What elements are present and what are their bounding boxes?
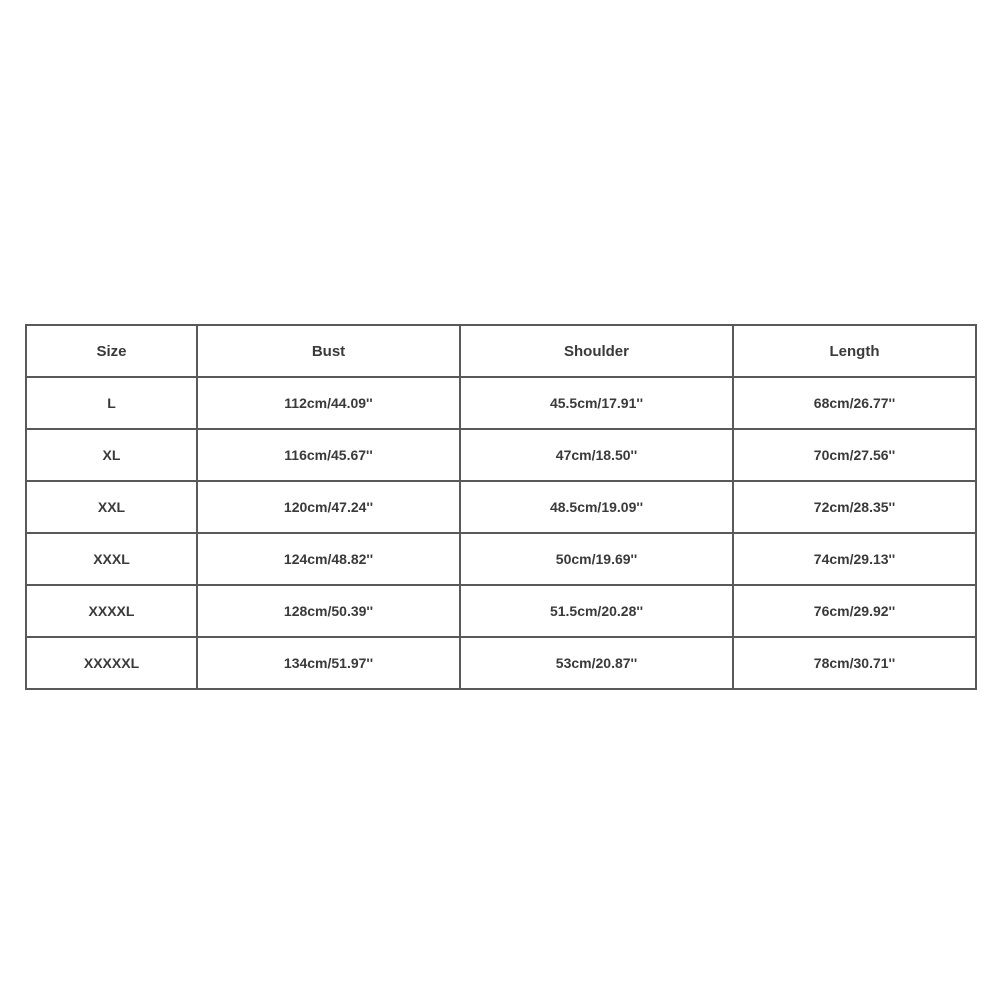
bust-cell: 120cm/47.24'' [197,481,460,533]
header-bust: Bust [197,325,460,377]
table-row [26,637,976,689]
size-cell: XXL [26,481,197,533]
header-size: Size [26,325,197,377]
bust-cell: 134cm/51.97'' [197,637,460,689]
shoulder-cell: 47cm/18.50'' [460,429,733,481]
bust-cell: 124cm/48.82'' [197,533,460,585]
bust-cell: 116cm/45.67'' [197,429,460,481]
bust-cell: 112cm/44.09'' [197,377,460,429]
size-cell: XXXXXL [26,637,197,689]
header-shoulder: Shoulder [460,325,733,377]
header-length: Length [733,325,976,377]
bust-cell: 128cm/50.39'' [197,585,460,637]
table-row [26,481,976,533]
size-cell: L [26,377,197,429]
size-chart-table [25,324,977,690]
length-cell: 76cm/29.92'' [733,585,976,637]
shoulder-cell: 45.5cm/17.91'' [460,377,733,429]
length-cell: 72cm/28.35'' [733,481,976,533]
table-row [26,377,976,429]
shoulder-cell: 48.5cm/19.09'' [460,481,733,533]
length-cell: 78cm/30.71'' [733,637,976,689]
length-cell: 68cm/26.77'' [733,377,976,429]
table-row [26,429,976,481]
table-row [26,585,976,637]
size-cell: XXXXL [26,585,197,637]
table-row [26,533,976,585]
size-cell: XL [26,429,197,481]
length-cell: 74cm/29.13'' [733,533,976,585]
shoulder-cell: 50cm/19.69'' [460,533,733,585]
shoulder-cell: 53cm/20.87'' [460,637,733,689]
size-cell: XXXL [26,533,197,585]
length-cell: 70cm/27.56'' [733,429,976,481]
shoulder-cell: 51.5cm/20.28'' [460,585,733,637]
header-row [26,325,976,377]
